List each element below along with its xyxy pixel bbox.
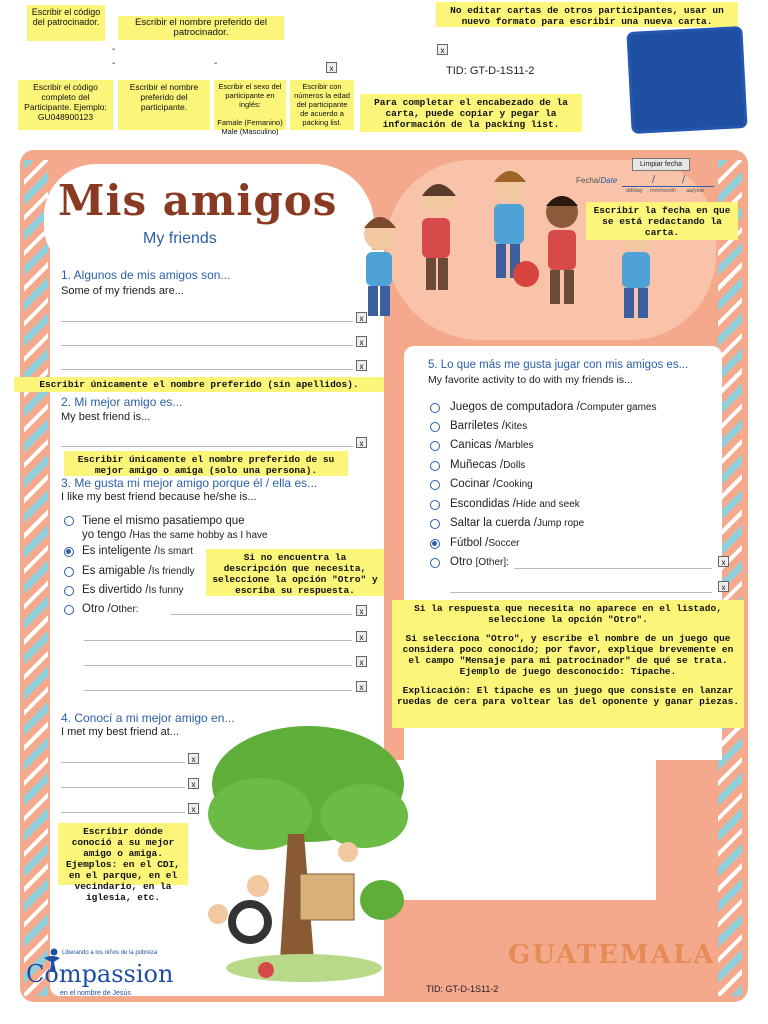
q5-radio-other[interactable] [430, 558, 440, 568]
q5-option-hide-es: Escondidas / [450, 498, 516, 510]
q4-field-3[interactable] [61, 812, 185, 813]
q3-other-clear[interactable]: x [356, 605, 367, 616]
page-title: Mis amigos [58, 176, 338, 225]
ground [226, 954, 382, 982]
q3-radio-friendly[interactable] [64, 567, 74, 577]
tid-header: TID: GT-D-1S11-2 [446, 65, 535, 77]
kid-3 [494, 170, 526, 278]
q3-clear-2[interactable]: x [356, 631, 367, 642]
date-year: aa/year [686, 188, 705, 194]
q1-clear-2[interactable]: x [356, 336, 367, 347]
clear-participant-button[interactable]: x [326, 62, 337, 73]
date-underline [622, 186, 714, 187]
q3-option-smart[interactable] [82, 545, 193, 557]
q5-option-dolls-en: Dolls [503, 460, 526, 471]
note-participant-sex-text: Escribir el sexo del participante en inglés: [218, 82, 282, 109]
q5-radio-marbles[interactable] [430, 441, 440, 451]
note-participant-sex [214, 80, 286, 136]
q5-option-marbles-es: Canicas / [450, 439, 498, 451]
date-label-en: Date [600, 176, 618, 185]
q5-option-hide-en: Hide and seek [515, 499, 580, 510]
page-subtitle: My friends [143, 230, 217, 247]
country-label: GUATEMALA [508, 940, 716, 970]
q5-option-computer-en: Computer games [579, 402, 657, 413]
dash-1: - [112, 44, 116, 55]
q5-option-soccer-es: Fútbol / [450, 537, 489, 549]
q5-option-computer-es: Juegos de computadora / [450, 401, 580, 413]
q3-option-hobby[interactable] [82, 514, 268, 543]
q3-option-smart-en: Is smart [157, 546, 193, 557]
kid-2 [422, 184, 456, 290]
q5-option-cooking[interactable] [450, 478, 533, 490]
q3-clear-4[interactable]: x [356, 681, 367, 692]
treehouse-illustration [196, 724, 412, 986]
q3-radio-funny[interactable] [64, 586, 74, 596]
q5-option-dolls[interactable] [450, 459, 525, 471]
q5-field-2[interactable] [450, 592, 712, 593]
q5-option-other-es: Otro [450, 556, 476, 568]
q3-clear-3[interactable]: x [356, 656, 367, 667]
tid-footer: TID: GT-D-1S11-2 [426, 984, 499, 994]
logo-sub: en el nombre de Jesús [60, 990, 131, 997]
note-date: Escribir la fecha en que se está redactando la carta. [586, 202, 738, 240]
q5-radio-computer[interactable] [430, 403, 440, 413]
q3-option-hobby-es: Tiene el mismo pasatiempo que [82, 515, 245, 527]
date-field[interactable] [576, 176, 716, 200]
date-day: dd/day [626, 188, 643, 194]
q3-option-funny-en: Is funny [148, 585, 184, 596]
q3-field-3[interactable] [84, 665, 352, 666]
dash-3: - [214, 58, 218, 69]
q3-other-field[interactable] [170, 614, 352, 615]
left-stripe [24, 160, 48, 996]
q3-option-other-es: Otro / [82, 603, 111, 615]
q4-clear-3[interactable]: x [188, 803, 199, 814]
note-q1: Escribir únicamente el nombre preferido (sin apellidos). [14, 377, 384, 392]
date-sep-2: / [682, 174, 686, 186]
q5-radio-dolls[interactable] [430, 461, 440, 471]
right-lower-panel [384, 760, 656, 900]
q5-option-other[interactable] [450, 556, 509, 568]
note-participant-code: Escribir el código completo del Participante. Ejemplo: GU048900123 [18, 80, 113, 130]
q5-radio-kites[interactable] [430, 422, 440, 432]
treehouse [300, 874, 354, 920]
q1-clear-1[interactable]: x [356, 312, 367, 323]
q5-option-kites-en: Kites [504, 421, 528, 432]
note-q5 [392, 600, 744, 728]
q3-radio-smart[interactable] [64, 547, 74, 557]
q5-other-field[interactable] [514, 568, 712, 569]
note-q5-part-1: Si la respuesta que necesita no aparece en el listado, seleccione la opción "Otro". [414, 603, 722, 625]
q4-clear-2[interactable]: x [188, 778, 199, 789]
note-sponsor-code: Escribir el código del patrocinador. [27, 5, 105, 41]
logo-name: Compassion [26, 960, 174, 988]
q3-option-hobby-es2: yo tengo / [82, 529, 133, 541]
q3-field-2[interactable] [84, 640, 352, 641]
q5-option-cooking-es: Cocinar / [450, 478, 497, 490]
q2-field[interactable] [61, 446, 353, 447]
q3-option-smart-es: Es inteligente / [82, 545, 158, 557]
date-label: Fecha/ [576, 176, 601, 185]
q5-label: 5. Lo que más me gusta jugar con mis amigos es... [428, 359, 689, 371]
logo-tagline: Liberando a los niños de la pobreza [62, 950, 158, 956]
note-packing-list: Para completar el encabezado de la carta, puede copiar y pegar la información de la packing list. [360, 94, 582, 132]
note-participant-name: Escribir el nombre preferido del participante. [118, 80, 210, 130]
kid-4 [546, 196, 578, 304]
note-q4: Escribir dónde conoció a su mejor amigo o amiga. Ejemplos: en el CDI, en el parque, en el vecindario, en la iglesia, etc. [58, 823, 188, 885]
q3-radio-hobby[interactable] [64, 516, 74, 526]
note-q2: Escribir únicamente el nombre preferido de su mejor amigo o amiga (solo una persona). [64, 451, 348, 476]
q3-option-friendly-en: Is friendly [151, 566, 195, 577]
note-sponsor-name: Escribir el nombre preferido del patrocinador. [118, 16, 284, 40]
redaction-box [630, 29, 745, 131]
q5-option-soccer-en: Soccer [488, 538, 520, 549]
q3-option-friendly[interactable] [82, 565, 194, 577]
q5-option-kites[interactable] [450, 420, 527, 432]
ball [513, 261, 539, 287]
date-sep-1: / [652, 174, 656, 186]
q5-option-jump[interactable] [450, 517, 584, 529]
q2-label-en: My best friend is... [61, 411, 151, 423]
q5-option-other-en: [Other]: [475, 557, 509, 568]
q3-label-en: I like my best friend because he/she is... [61, 491, 257, 503]
q4-label: 4. Conocí a mi mejor amigo en... [61, 711, 235, 725]
date-month: mm/month [650, 188, 676, 194]
q3-option-funny-es: Es divertido / [82, 584, 149, 596]
clear-sponsor-button[interactable]: x [437, 44, 448, 55]
q3-option-friendly-es: Es amigable / [82, 565, 152, 577]
note-participant-age: Escribir con números la edad del participante de acuerdo a packing list. [290, 80, 354, 130]
q3-radio-other[interactable] [64, 605, 74, 615]
dash-2: - [112, 58, 116, 69]
q3-option-hobby-en: Has the same hobby as I have [132, 530, 268, 541]
q5-radio-jump[interactable] [430, 519, 440, 529]
tire-swing [232, 904, 268, 940]
q1-field-1[interactable] [61, 321, 353, 322]
q1-field-3[interactable] [61, 369, 353, 370]
q5-option-computer[interactable] [450, 401, 656, 413]
q5-option-kites-es: Barriletes / [450, 420, 505, 432]
q3-label: 3. Me gusta mi mejor amigo porque él / ella es... [61, 476, 318, 490]
q5-option-soccer[interactable] [450, 537, 519, 549]
note-no-edit: No editar cartas de otros participantes, usar un nuevo formato para escribir una nueva carta. [436, 2, 738, 27]
q4-label-en: I met my best friend at... [61, 726, 179, 738]
q5-radio-cooking[interactable] [430, 480, 440, 490]
q1-clear-3[interactable]: x [356, 360, 367, 371]
q5-clear-2[interactable]: x [718, 581, 729, 592]
q2-label: 2. Mi mejor amigo es... [61, 395, 183, 409]
q5-label-en: My favorite activity to do with my friends is... [428, 374, 633, 386]
q5-option-dolls-es: Muñecas / [450, 459, 504, 471]
q5-option-jump-es: Saltar la cuerda / [450, 517, 537, 529]
compassion-logo [22, 946, 172, 1002]
q2-clear[interactable]: x [356, 437, 367, 448]
q3-option-funny[interactable] [82, 584, 184, 596]
q5-other-clear[interactable]: x [718, 556, 729, 567]
note-q3: Si no encuentra la descripción que necesita, seleccione la opción "Otro" y escriba su respuesta. [206, 549, 384, 596]
note-q5-part-2: Si selecciona "Otro", y escribe el nombre de un juego que considera poco conocido; por favor, explique brevemente en el campo "Mensaje para mi patrocinador" de qué se trata. Ejemplo de juego desconocido: Tipache. [402, 633, 734, 677]
q1-field-2[interactable] [61, 345, 353, 346]
q5-option-cooking-en: Cooking [496, 479, 533, 490]
q5-option-marbles-en: Marbles [497, 440, 534, 451]
kid-1 [364, 217, 396, 316]
q5-radio-hide[interactable] [430, 500, 440, 510]
note-q5-part-3: Explicación: El tipache es un juego que consiste en lanzar ruedas de cera para voltear las del oponente y ganar piezas. [396, 685, 740, 707]
q4-clear-1[interactable]: x [188, 753, 199, 764]
q5-option-marbles[interactable] [450, 439, 534, 451]
q1-label-en: Some of my friends are... [61, 285, 184, 297]
q4-field-1[interactable] [61, 762, 185, 763]
note-participant-sex-options: Famale (Femanino) Male (Masculino) [217, 118, 283, 136]
q3-option-other-en: Other: [110, 604, 139, 615]
clear-date-button[interactable]: Limpiar fecha [632, 158, 690, 171]
q5-option-jump-en: Jump rope [536, 518, 585, 529]
q5-option-hide[interactable] [450, 498, 580, 510]
q3-field-4[interactable] [84, 690, 352, 691]
q4-field-2[interactable] [61, 787, 185, 788]
q1-label: 1. Algunos de mis amigos son... [61, 268, 231, 282]
q5-radio-soccer[interactable] [430, 539, 440, 549]
q3-option-other[interactable] [82, 603, 139, 615]
